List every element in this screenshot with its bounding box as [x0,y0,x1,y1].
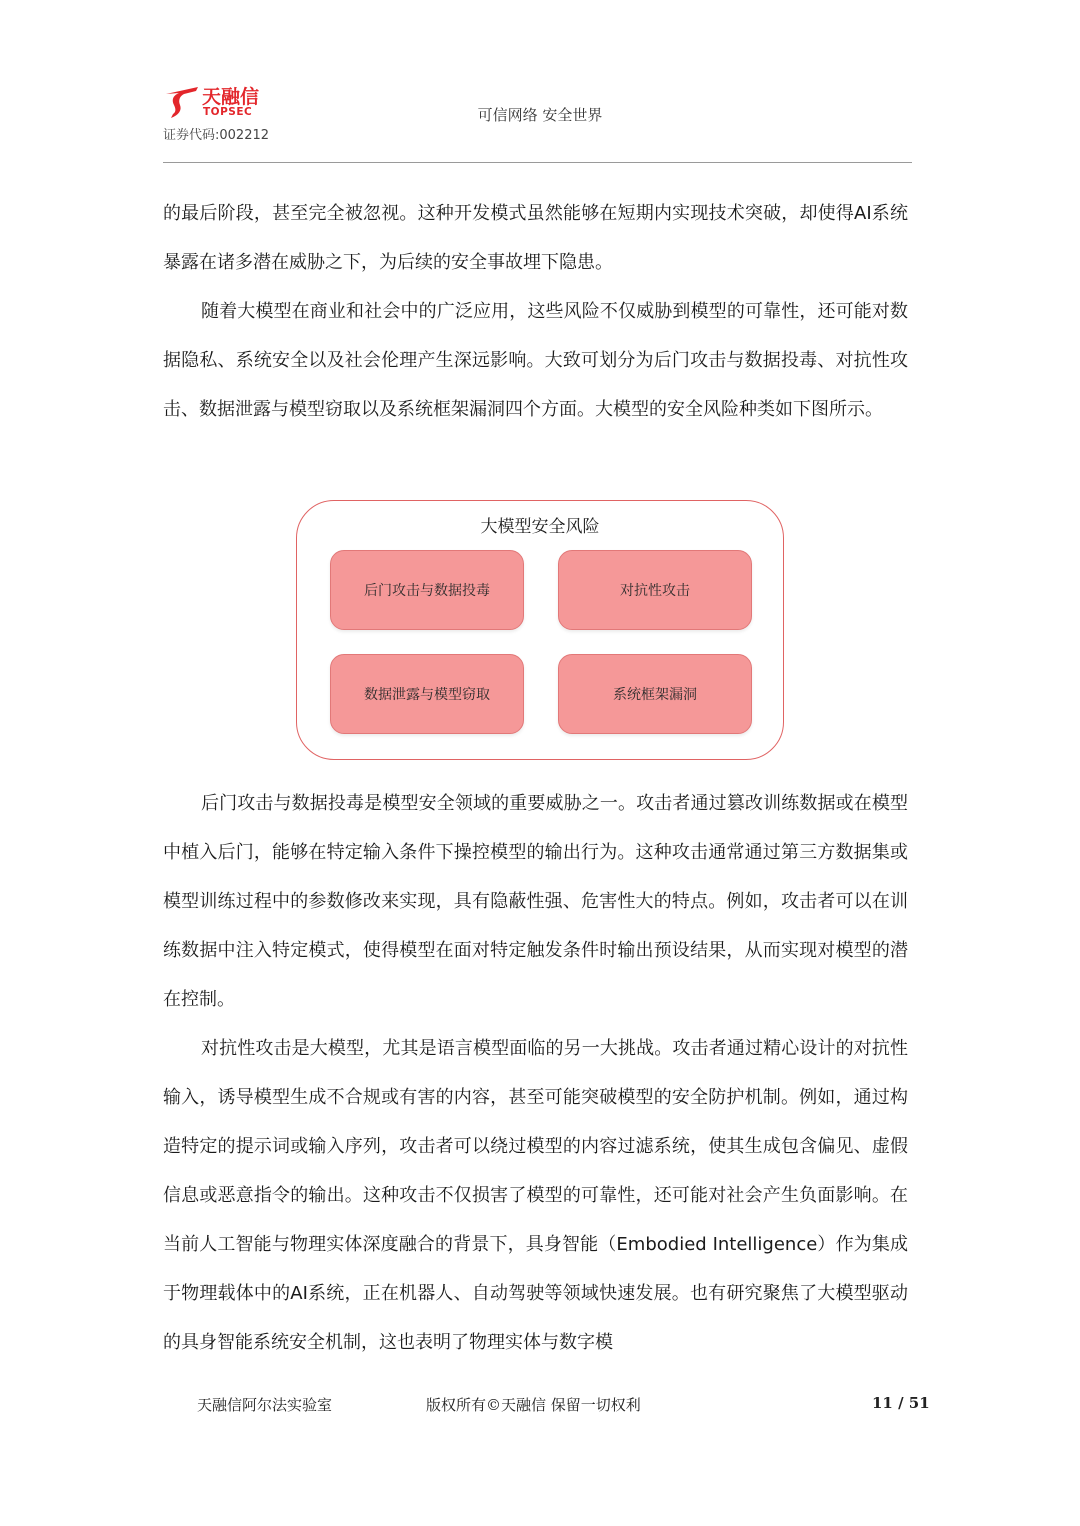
footer-copyright: 版权所有©天融信 保留一切权利 [426,1396,641,1414]
risk-diagram [296,500,784,760]
paragraph: 后门攻击与数据投毒是模型安全领域的重要威胁之一。攻击者通过篡改训练数据或在模型中植入后门，能够在特定输入条件下操控模型的输出行为。这种攻击通常通过第三方数据集或模型训练过程中的参数修改来实现，具有隐蔽性强、危害性大的特点。例如，攻击者可以在训练数据中注入特定模式，使得模型在面对特定触发条件时输出预设结果，从而实现对模型的潜在控制。 [163,793,908,1010]
stock-code: 证券代码:002212 [163,128,270,143]
header-slogan: 可信网络 安全世界 [477,106,603,124]
risk-box-adversarial: 对抗性攻击 [558,550,752,630]
page-number: 11 / 51 [872,1394,930,1412]
svg-text:天融信: 天融信 [202,86,260,108]
text-block-main [163,779,908,1367]
svg-text:TOPSEC: TOPSEC [203,106,253,118]
risk-box-backdoor: 后门攻击与数据投毒 [330,550,524,630]
footer-lab: 天融信阿尔法实验室 [197,1396,333,1414]
risk-box-data-leak: 数据泄露与模型窃取 [330,654,524,734]
text-block-intro [163,189,908,434]
risk-box-framework-vuln: 系统框架漏洞 [558,654,752,734]
paragraph: 的最后阶段，甚至完全被忽视。这种开发模式虽然能够在短期内实现技术突破，却使得AI系统暴露在诸多潜在威胁之下，为后续的安全事故埋下隐患。 [163,203,908,273]
diagram-title: 大模型安全风险 [480,517,600,537]
header-divider [163,162,912,163]
paragraph: 随着大模型在商业和社会中的广泛应用，这些风险不仅威胁到模型的可靠性，还可能对数据隐私、系统安全以及社会伦理产生深远影响。大致可划分为后门攻击与数据投毒、对抗性攻击、数据泄露与模型窃取以及系统框架漏洞四个方面。大模型的安全风险种类如下图所示。 [163,301,908,420]
paragraph: 对抗性攻击是大模型，尤其是语言模型面临的另一大挑战。攻击者通过精心设计的对抗性输入，诱导模型生成不合规或有害的内容，甚至可能突破模型的安全防护机制。例如，通过构造特定的提示词或输入序列，攻击者可以绕过模型的内容过滤系统，使其生成包含偏见、虚假信息或恶意指令的输出。这种攻击不仅损害了模型的可靠性，还可能对社会产生负面影响。在当前人工智能与物理实体深度融合的背景下，具身智能（Embodied Intelligence）作为集成于物理载体中的AI系统，正在机器人、自动驾驶等领域快速发展。也有研究聚焦了大模型驱动的具身智能系统安全机制，这也表明了物理实体与数字模 [163,1038,908,1353]
